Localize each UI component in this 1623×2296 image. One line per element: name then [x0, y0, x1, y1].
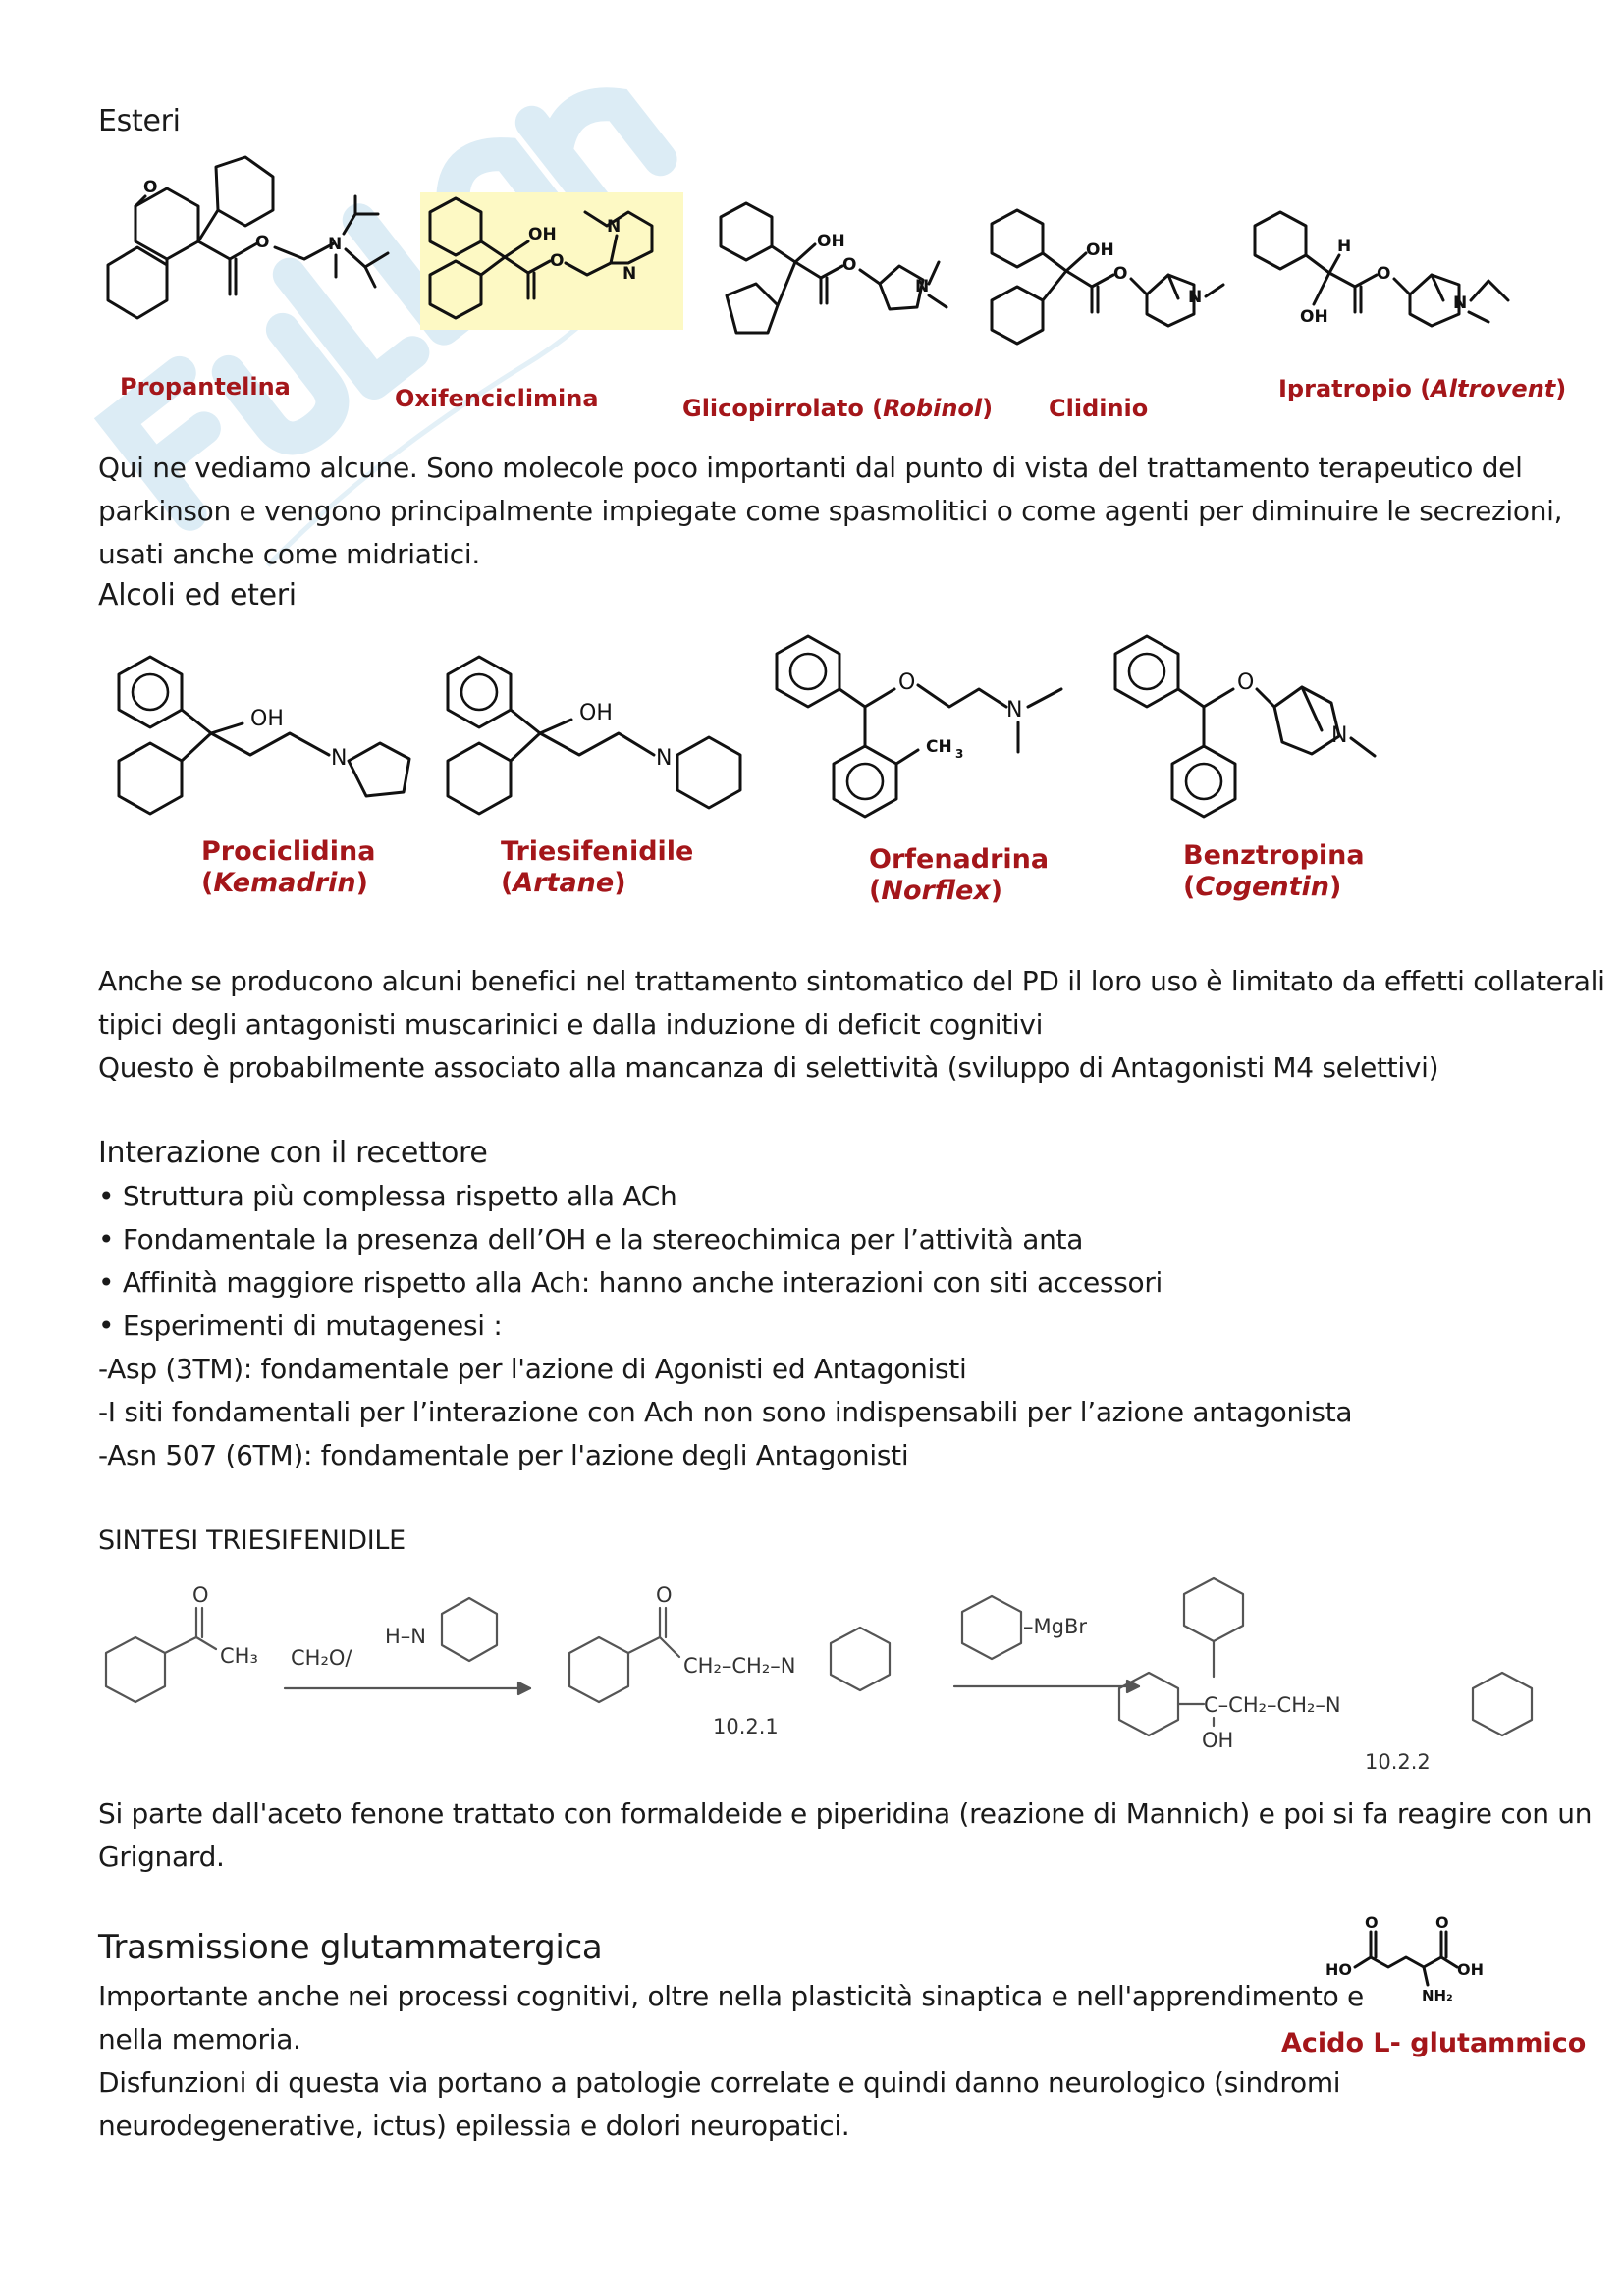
- label-prociclidina: Prociclidina (Kemadrin): [201, 836, 376, 898]
- section-heading-glutammato: Trasmissione glutammatergica: [98, 1928, 603, 1967]
- scheme-chain1: CH₂–CH₂–N: [683, 1654, 796, 1678]
- svg-text:N: N: [1331, 723, 1348, 748]
- structure-propantelina: [98, 157, 393, 338]
- scheme-chain2: C–CH₂–CH₂–N: [1204, 1693, 1341, 1717]
- scheme-code1: 10.2.1: [713, 1715, 779, 1738]
- label-ipratropio: Ipratropio (Altrovent): [1278, 375, 1567, 402]
- svg-text:O: O: [1113, 264, 1128, 284]
- scheme-ch3: CH₃: [220, 1644, 258, 1668]
- structure-prociclidina: [113, 653, 427, 843]
- label-orfenadrina: Orfenadrina (Norflex): [869, 844, 1050, 906]
- paragraph-line: Qui ne vediamo alcune. Sono molecole poco importanti dal punto di vista del trattamento terapeutico del: [98, 452, 1523, 484]
- svg-text:HO: HO: [1325, 1960, 1352, 1979]
- scheme-reagent1: CH₂O/: [291, 1646, 352, 1670]
- structure-benztropina: [1109, 628, 1434, 848]
- paragraph-line: Si parte dall'aceto fenone trattato con formaldeide e piperidina (reazione di Mannich) e poi si fa reagire con un: [98, 1797, 1593, 1830]
- svg-text:CH: CH: [926, 737, 952, 757]
- label-triesifenidile: Triesifenidile (Artane): [501, 836, 694, 898]
- svg-text:OH: OH: [579, 701, 613, 725]
- svg-text:OH: OH: [1086, 240, 1114, 260]
- scheme-mgbr: –MgBr: [1023, 1615, 1087, 1638]
- bullet-line: • Esperimenti di mutagenesi :: [98, 1309, 503, 1342]
- scheme-hn: H–N: [385, 1625, 426, 1648]
- label-clidinio: Clidinio: [1049, 395, 1149, 422]
- bullet-line: -I siti fondamentali per l’interazione con Ach non sono indispensabili per l’azione antagonista: [98, 1396, 1353, 1428]
- paragraph-line: neurodegenerative, ictus) epilessia e dolori neuropatici.: [98, 2109, 850, 2142]
- svg-text:O: O: [842, 255, 857, 275]
- structure-ipratropio: [1245, 206, 1540, 357]
- paragraph-line: Importante anche nei processi cognitivi, oltre nella plasticità sinaptica e nell'apprendimento e: [98, 1980, 1364, 2012]
- scheme-oh: OH: [1202, 1729, 1234, 1752]
- section-heading-interazione: Interazione con il recettore: [98, 1136, 488, 1170]
- svg-text:OH: OH: [1300, 307, 1328, 327]
- svg-text:N: N: [328, 235, 343, 254]
- section-heading-esteri: Esteri: [98, 104, 181, 138]
- svg-text:O: O: [656, 1583, 673, 1607]
- svg-text:N: N: [1453, 294, 1468, 313]
- svg-text:H: H: [1337, 237, 1352, 256]
- paragraph-line: Grignard.: [98, 1841, 225, 1873]
- label-glicopirrolato: Glicopirrolato (Robinol): [682, 395, 994, 422]
- svg-text:OH: OH: [528, 225, 557, 244]
- reaction-scheme: [98, 1578, 1551, 1798]
- paragraph-line: usati anche come midriatici.: [98, 538, 480, 570]
- svg-text:OH: OH: [1457, 1960, 1484, 1979]
- bullet-line: • Fondamentale la presenza dell’OH e la stereochimica per l’attività anta: [98, 1223, 1084, 1255]
- paragraph-line: parkinson e vengono principalmente impiegate come spasmolitici o come agenti per diminuire le secrezioni,: [98, 495, 1563, 527]
- structure-triesifenidile: [442, 653, 756, 843]
- svg-text:3: 3: [955, 747, 964, 761]
- structure-glutamic-acid: [1325, 1914, 1522, 2016]
- svg-text:O: O: [1237, 670, 1255, 695]
- svg-text:N: N: [1188, 288, 1203, 307]
- paragraph-line: nella memoria.: [98, 2023, 301, 2056]
- svg-text:N: N: [622, 264, 637, 284]
- svg-text:O: O: [255, 233, 270, 252]
- bullet-line: • Struttura più complessa rispetto alla ACh: [98, 1180, 677, 1212]
- svg-text:O: O: [1365, 1913, 1379, 1932]
- label-oxifenciclimina: Oxifenciclimina: [395, 385, 599, 412]
- svg-text:N: N: [1006, 698, 1023, 722]
- svg-text:O: O: [550, 251, 565, 271]
- svg-text:N: N: [915, 277, 930, 296]
- structure-oxifenciclimina: [420, 192, 685, 344]
- bullet-line: -Asn 507 (6TM): fondamentale per l'azione degli Antagonisti: [98, 1439, 909, 1471]
- svg-text:O: O: [1377, 264, 1391, 284]
- svg-text:O: O: [898, 670, 916, 695]
- paragraph-line: tipici degli antagonisti muscarinici e dalla induzione di deficit cognitivi: [98, 1008, 1044, 1041]
- paragraph-line: Anche se producono alcuni benefici nel trattamento sintomatico del PD il loro uso è limitato da effetti collaterali: [98, 965, 1605, 997]
- svg-text:O: O: [1435, 1913, 1449, 1932]
- svg-text:N: N: [331, 746, 348, 771]
- structure-glicopirrolato: [707, 201, 952, 362]
- structure-clidinio: [982, 206, 1237, 367]
- svg-text:OH: OH: [817, 232, 845, 251]
- svg-text:N: N: [607, 217, 622, 237]
- label-benztropina: Benztropina (Cogentin): [1183, 840, 1365, 902]
- scheme-code2: 10.2.2: [1365, 1750, 1431, 1774]
- section-heading-alcoli: Alcoli ed eteri: [98, 578, 297, 613]
- label-propantelina: Propantelina: [120, 373, 291, 400]
- bullet-line: • Affinità maggiore rispetto alla Ach: hanno anche interazioni con siti accessori: [98, 1266, 1163, 1299]
- svg-text:O: O: [143, 178, 158, 197]
- section-heading-sintesi: SINTESI TRIESIFENIDILE: [98, 1525, 406, 1556]
- paragraph-line: Questo è probabilmente associato alla mancanza di selettività (sviluppo di Antagonisti M4 selettivi): [98, 1051, 1439, 1084]
- label-glutamic-acid: Acido L- glutammico: [1281, 2028, 1587, 2058]
- svg-text:OH: OH: [250, 707, 284, 731]
- svg-text:NH₂: NH₂: [1422, 1987, 1453, 2004]
- structure-orfenadrina: [771, 628, 1095, 848]
- paragraph-line: Disfunzioni di questa via portano a patologie correlate e quindi danno neurologico (sindromi: [98, 2066, 1341, 2099]
- scheme-o: O: [192, 1583, 209, 1607]
- svg-text:N: N: [656, 746, 673, 771]
- bullet-line: -Asp (3TM): fondamentale per l'azione di Agonisti ed Antagonisti: [98, 1353, 967, 1385]
